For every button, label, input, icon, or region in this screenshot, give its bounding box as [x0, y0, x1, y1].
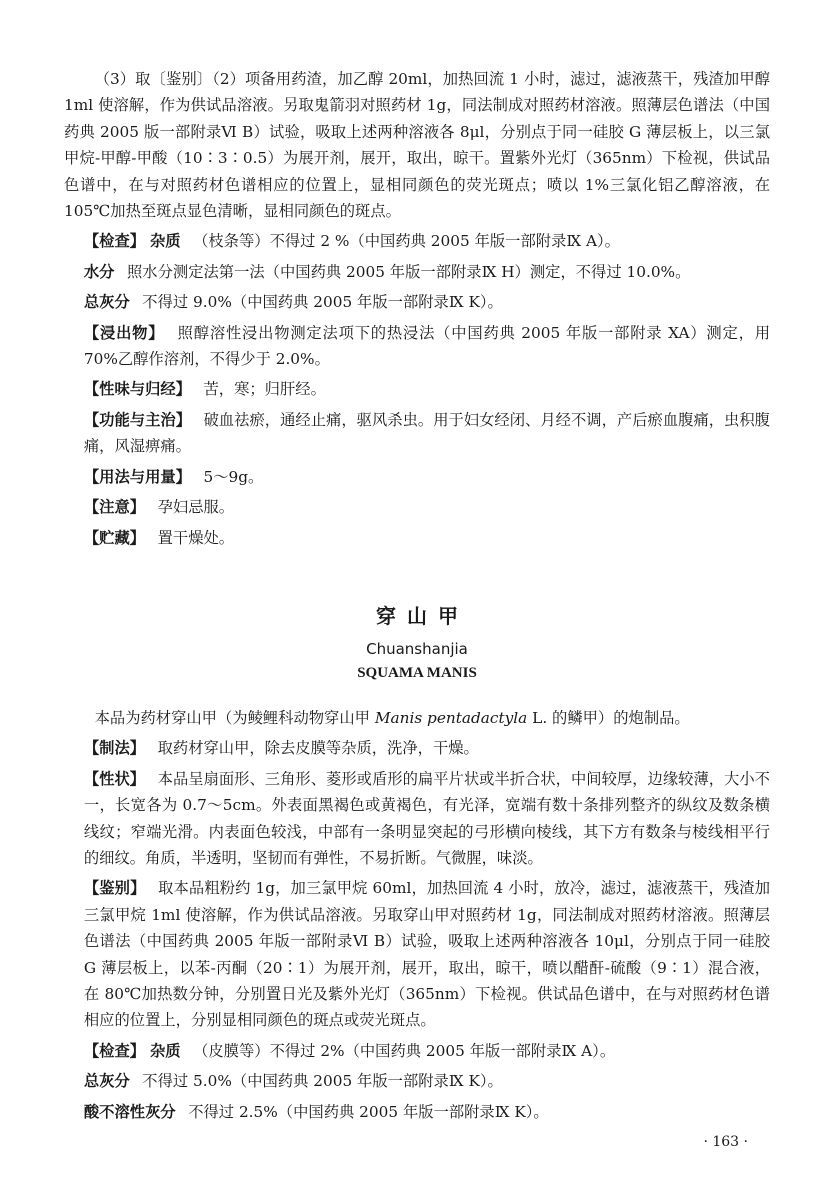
- function-text: 破血祛瘀，通经止痛，驱风杀虫。用于妇女经闭、月经不调，产后瘀血腹痛，虫积腹痛，风湿痹痛。: [83, 410, 770, 456]
- check2-impurity-line: [64, 1038, 770, 1064]
- impurity-text: （枝条等）不得过 2 %（中国药典 2005 年版一部附录Ⅸ A）。: [193, 232, 620, 251]
- identify-heading: 【鉴别】: [83, 879, 146, 898]
- nature-text: 苦，寒；归肝经。: [203, 380, 326, 399]
- total-ash-line: [64, 289, 770, 315]
- prep-line: [64, 735, 770, 761]
- character-heading: 【性状】: [83, 769, 146, 788]
- extract-text: 照醇溶性浸出物测定法项下的热浸法（中国药典 2005 年版一部附录 XA）测定，用 70%乙醇作溶剂，不得少于 2.0%。: [83, 323, 770, 369]
- impurity-label: 杂质: [149, 232, 181, 251]
- monograph-latin-name: SQUAMA MANIS: [357, 664, 477, 681]
- species-name: Manis pentadactyla: [374, 708, 528, 727]
- water-label: 水分: [83, 262, 115, 281]
- extract-paragraph: [64, 320, 770, 373]
- water-text: 照水分测定法第一法（中国药典 2005 年版一部附录Ⅸ H）测定，不得过 10.0%。: [127, 262, 691, 281]
- function-heading: 【功能与主治】: [83, 410, 192, 429]
- function-paragraph: [64, 407, 770, 460]
- check2-ash-label: 总灰分: [83, 1072, 130, 1091]
- character-text: 本品呈扇面形、三角形、菱形或盾形的扁平片状或半折合状，中间较厚，边缘较薄，大小不一，长宽各为 0.7～5cm。外表面黑褐色或黄褐色，有光泽，宽端有数十条排列整齐的纵纹及数条横线纹；窄端光滑。内表面色较浅，中部有一条明显突起的弓形横向棱线，其下方有数条与棱线相平行的细纹。角质，半透明，坚韧而有弹性，不易折断。气微腥，味淡。: [83, 769, 770, 867]
- usage-text: 5～9g。: [203, 467, 264, 486]
- check-heading: 【检查】: [83, 232, 146, 251]
- caution-heading: 【注意】: [83, 498, 146, 517]
- identify-text: 取本品粗粉约 1g，加三氯甲烷 60ml，加热回流 4 小时，放冷，滤过，滤液蒸干，残渣加三氯甲烷 1ml 使溶解，作为供试品溶液。另取穿山甲对照药材 1g，同法制成对照药材溶液。照薄层色谱法（中国药典 2005 年版一部附录Ⅵ B）试验，吸取上述两种溶液各 10μl，分别点于同一硅胶 G 薄层板上，以苯-丙酮（20∶1）为展开剂，展开，取出，晾干，喷以醋酐-硫酸（9∶1）混合液，在 80℃加热数分钟，分别置日光及紫外光灯（365nm）下检视。供试品色谱中，在与对照药材色谱相应的位置上，分别显相同颜色的斑点或荧光斑点。: [83, 879, 770, 1030]
- check2-impurity-label: 杂质: [149, 1041, 181, 1060]
- intro-after: L. 的鳞甲）的炮制品。: [527, 708, 690, 727]
- check2-heading: 【检查】: [83, 1041, 146, 1060]
- check2-ash-line: [64, 1068, 770, 1094]
- storage-text: 置干燥处。: [157, 528, 235, 547]
- nature-heading: 【性味与归经】: [83, 380, 191, 399]
- monograph-title: 穿山甲: [376, 603, 469, 628]
- check2-impurity-text: （皮膜等）不得过 2%（中国药典 2005 年版一部附录Ⅸ A）。: [193, 1041, 616, 1060]
- page-number: · 163 ·: [703, 1134, 748, 1150]
- prep-heading: 【制法】: [83, 739, 146, 758]
- monograph-title-block: [64, 599, 770, 685]
- intro-paragraph: [64, 705, 770, 731]
- check2-acid-ash-text: 不得过 2.5%（中国药典 2005 年版一部附录Ⅸ K）。: [188, 1102, 549, 1121]
- extract-heading: 【浸出物】: [83, 323, 165, 342]
- storage-line: [64, 525, 770, 551]
- check2-acid-ash-label: 酸不溶性灰分: [83, 1102, 176, 1121]
- caution-text: 孕妇忌服。: [157, 498, 235, 517]
- total-ash-label: 总灰分: [83, 293, 130, 312]
- usage-line: [64, 464, 770, 490]
- monograph-pinyin: Chuanshanjia: [366, 639, 468, 658]
- check2-acid-ash-line: [64, 1099, 770, 1125]
- check-impurity-line: [64, 228, 770, 254]
- check2-ash-text: 不得过 5.0%（中国药典 2005 年版一部附录Ⅸ K）。: [142, 1072, 503, 1091]
- intro-before: 本品为药材穿山甲（为鲮鲤科动物穿山甲: [94, 708, 375, 727]
- identification-paragraph-3: （3）取〔鉴别〕（2）项备用药渣，加乙醇 20ml，加热回流 1 小时，滤过，滤液蒸干，残渣加甲醇 1ml 使溶解，作为供试品溶液。另取鬼箭羽对照药材 1g，同法制成对照药材溶液。照薄层色谱法（中国药典 2005 版一部附录Ⅵ B）试验，吸取上述两种溶液各 8μl，分别点于同一硅胶 G 薄层板上，以三氯甲烷-甲醇-甲酸（10∶3∶0.5）为展开剂，展开，取出，晾干。置紫外光灯（365nm）下检视，供试品色谱中，在与对照药材色谱相应的位置上，显相同颜色的荧光斑点；喷以 1%三氯化铝乙醇溶液，在 105℃加热至斑点显色清晰，显相同颜色的斑点。: [64, 70, 770, 221]
- caution-line: [64, 494, 770, 520]
- usage-heading: 【用法与用量】: [83, 467, 191, 486]
- total-ash-text: 不得过 9.0%（中国药典 2005 年版一部附录Ⅸ K）。: [142, 293, 503, 312]
- character-paragraph: [64, 766, 770, 872]
- storage-heading: 【贮藏】: [83, 528, 146, 547]
- prep-text: 取药材穿山甲，除去皮膜等杂质，洗净，干燥。: [157, 739, 479, 758]
- water-line: [64, 259, 770, 285]
- nature-line: [64, 376, 770, 402]
- identify-paragraph: [64, 875, 770, 1033]
- document-page: [64, 66, 770, 1129]
